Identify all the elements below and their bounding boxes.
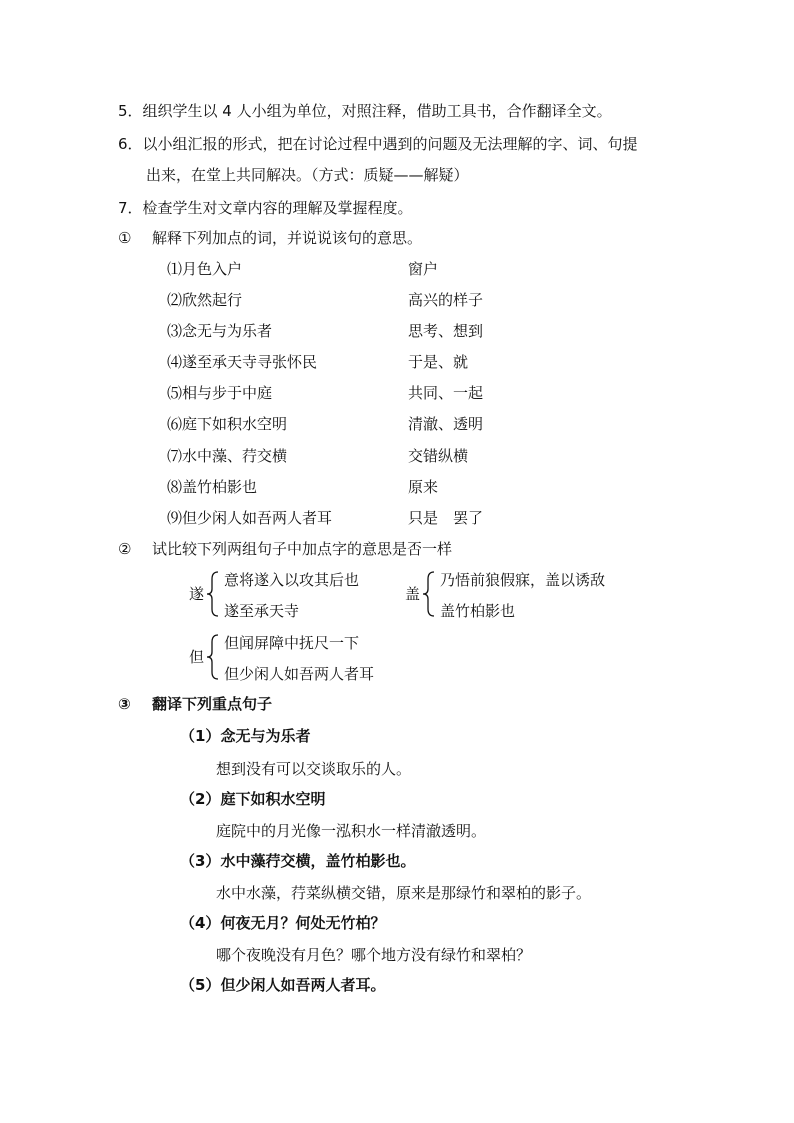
word-meaning: 交错纵横 xyxy=(408,447,469,465)
word-meaning: 于是、就 xyxy=(408,353,469,371)
left-brace-icon xyxy=(206,571,220,617)
word-item xyxy=(167,446,287,466)
step-7: 7．检查学生对文章内容的理解及掌握程度。 xyxy=(118,199,413,217)
question-num: （1） xyxy=(180,727,221,745)
word-meaning: 高兴的样子 xyxy=(408,291,484,309)
part1-marker: ① xyxy=(118,229,132,247)
left-brace-icon xyxy=(422,571,436,617)
compare-sentence: 意将遂入以攻其后也 xyxy=(224,571,360,589)
item-text: 欣然起行 xyxy=(182,291,243,309)
translation-question xyxy=(180,851,415,871)
part1-title: 解释下列加点的词，并说说该句的意思。 xyxy=(152,229,423,247)
translation-question xyxy=(180,789,325,809)
item-text: 庭下如积水空明 xyxy=(182,415,288,433)
word-meaning: 思考、想到 xyxy=(408,322,484,340)
compare-char: 遂 xyxy=(189,585,205,603)
question-text: 何夜无月？何处无竹柏？ xyxy=(220,914,386,932)
word-meaning: 窗户 xyxy=(408,260,439,278)
item-text: 盖竹柏影也 xyxy=(182,478,258,496)
item-text: 相与步于中庭 xyxy=(182,384,273,402)
translation-answer: 想到没有可以交谈取乐的人。 xyxy=(216,760,412,778)
translation-answer: 水中水藻，荇菜纵横交错，原来是那绿竹和翠柏的影子。 xyxy=(216,884,592,902)
translation-question xyxy=(180,975,385,995)
word-meaning: 共同、一起 xyxy=(408,384,484,402)
part3-marker: ③ xyxy=(118,695,131,713)
item-num: ⑴ xyxy=(167,260,183,278)
word-item xyxy=(167,508,332,528)
word-meaning: 清澈、透明 xyxy=(408,415,484,433)
translation-answer: 庭院中的月光像一泓积水一样清澈透明。 xyxy=(216,822,487,840)
word-item xyxy=(167,259,242,279)
translation-question xyxy=(180,913,385,933)
compare-sentence: 乃悟前狼假寐，盖以诱敌 xyxy=(440,571,606,589)
item-text: 念无与为乐者 xyxy=(182,322,273,340)
question-text: 但少闲人如吾两人者耳。 xyxy=(220,976,386,994)
compare-char: 但 xyxy=(189,648,205,666)
item-num: ⑺ xyxy=(167,447,183,465)
word-item xyxy=(167,321,272,341)
translation-question xyxy=(180,726,310,746)
item-num: ⑸ xyxy=(167,384,183,402)
question-num: （3） xyxy=(180,852,221,870)
item-num: ⑼ xyxy=(167,509,183,527)
item-text: 遂至承天寺寻张怀民 xyxy=(182,353,318,371)
step-5: 5．组织学生以 4 人小组为单位，对照注释，借助工具书，合作翻译全文。 xyxy=(118,102,612,120)
compare-sentence: 遂至承天寺 xyxy=(224,602,300,620)
word-item xyxy=(167,290,242,310)
word-item xyxy=(167,414,287,434)
part2-marker: ② xyxy=(118,540,132,558)
compare-sentence: 盖竹柏影也 xyxy=(440,602,516,620)
question-num: （5） xyxy=(180,976,221,994)
part3-title: 翻译下列重点句子 xyxy=(152,695,273,713)
item-num: ⑵ xyxy=(167,291,183,309)
item-text: 但少闲人如吾两人者耳 xyxy=(182,509,333,527)
compare-char: 盖 xyxy=(405,585,421,603)
compare-sentence: 但闻屏障中抚尺一下 xyxy=(224,634,360,652)
left-brace-icon xyxy=(206,634,220,680)
question-num: （2） xyxy=(180,790,221,808)
item-num: ⑶ xyxy=(167,322,183,340)
question-text: 水中藻荇交横，盖竹柏影也。 xyxy=(220,852,416,870)
item-num: ⑹ xyxy=(167,415,183,433)
word-meaning: 原来 xyxy=(408,478,439,496)
item-num: ⑻ xyxy=(167,478,183,496)
word-item xyxy=(167,352,317,372)
part2-title: 试比较下列两组句子中加点字的意思是否一样 xyxy=(152,540,453,558)
word-item xyxy=(167,383,272,403)
translation-answer: 哪个夜晚没有月色？哪个地方没有绿竹和翠柏？ xyxy=(216,946,532,964)
step-6-line-2: 出来，在堂上共同解决。（方式：质疑——解疑） xyxy=(146,166,469,184)
step-6-line-1: 6．以小组汇报的形式，把在讨论过程中遇到的问题及无法理解的字、词、句提 xyxy=(118,135,638,153)
compare-sentence: 但少闲人如吾两人者耳 xyxy=(224,665,375,683)
item-num: ⑷ xyxy=(167,353,183,371)
question-text: 庭下如积水空明 xyxy=(220,790,326,808)
word-item xyxy=(167,477,257,497)
item-text: 月色入户 xyxy=(182,260,243,278)
item-text: 水中藻、荇交横 xyxy=(182,447,288,465)
question-num: （4） xyxy=(180,914,221,932)
word-meaning: 只是 罢了 xyxy=(408,509,484,527)
question-text: 念无与为乐者 xyxy=(220,727,311,745)
